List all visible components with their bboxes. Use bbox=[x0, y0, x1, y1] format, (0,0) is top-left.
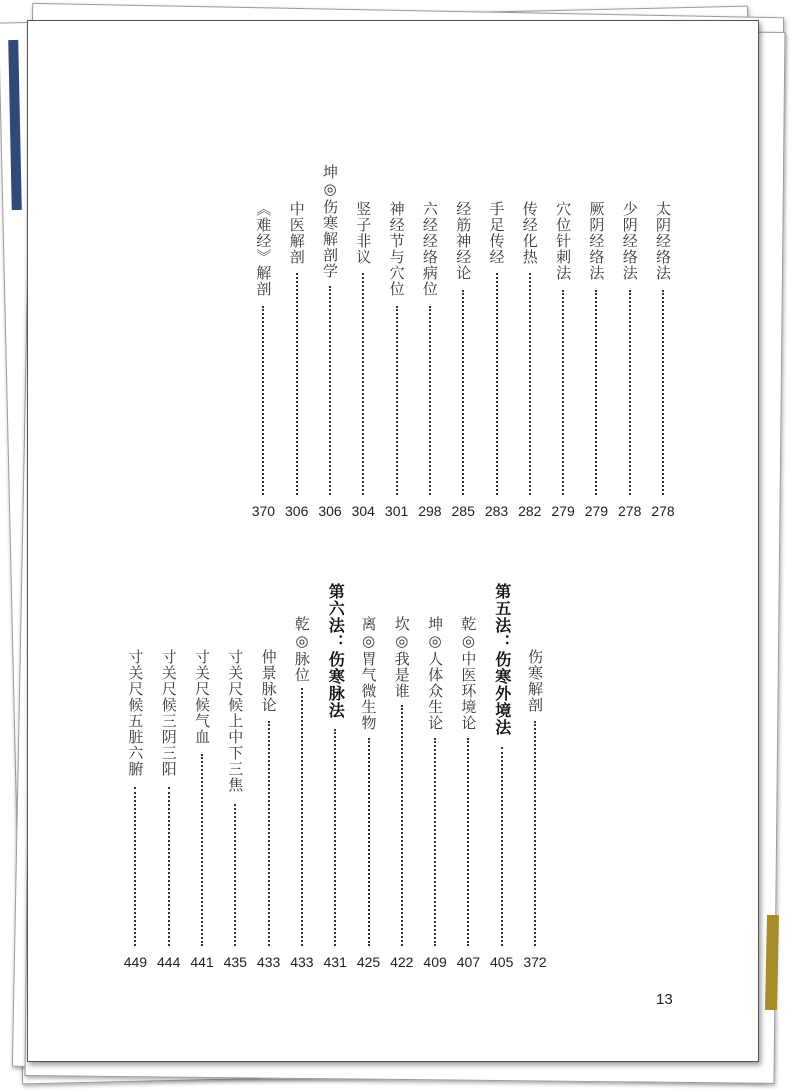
toc-entry-title: 太阴经络法 bbox=[654, 201, 672, 281]
toc-entry-title: 传经化热 bbox=[520, 201, 539, 265]
toc-entry-title: 穴位针刺法 bbox=[554, 201, 573, 281]
leader-dots bbox=[134, 787, 136, 946]
toc-entry bbox=[123, 21, 147, 981]
toc-entry-title: 《难经》解剖 bbox=[254, 201, 273, 297]
toc-page bbox=[27, 20, 759, 1062]
toc-entry-title: 寸关尺候气血 bbox=[193, 649, 211, 745]
toc-entry-title: 经筋神经论 bbox=[454, 201, 473, 281]
toc-entry bbox=[290, 21, 314, 981]
toc-entry-title: 坎◎我是谁 bbox=[392, 616, 411, 699]
toc-entry-title: 坤◎伤寒解剖学 bbox=[321, 164, 339, 279]
toc-entry bbox=[523, 21, 547, 981]
toc-entry bbox=[423, 21, 447, 981]
toc-entry-page: 435 bbox=[223, 954, 247, 970]
toc-entry-page: 298 bbox=[418, 503, 442, 519]
toc-entry-title: 第五法：伤寒外境法 bbox=[492, 583, 512, 736]
toc-entry-page: 278 bbox=[651, 503, 675, 519]
toc-entry-page: 431 bbox=[323, 954, 347, 970]
toc-entry bbox=[584, 21, 608, 541]
leader-dots bbox=[334, 729, 336, 946]
toc-entry bbox=[456, 21, 480, 981]
toc-entry-page: 433 bbox=[256, 954, 281, 970]
toc-entry-page: 422 bbox=[390, 954, 414, 970]
toc-entry-title: 寸关尺候上中下三焦 bbox=[226, 649, 245, 793]
toc-entry-title: 离◎胃气微生物 bbox=[359, 616, 378, 731]
toc-entry-title: 厥阴经络法 bbox=[587, 201, 606, 281]
toc-entry-page: 279 bbox=[551, 503, 575, 519]
toc-entry bbox=[651, 21, 675, 541]
toc-entry-title: 少阴经络法 bbox=[620, 201, 639, 281]
toc-entry-title: 手足传经 bbox=[487, 201, 506, 265]
toc-entry-title: 仲景脉论 bbox=[259, 649, 278, 713]
leader-dots bbox=[268, 721, 270, 946]
toc-entry-page: 283 bbox=[484, 503, 509, 519]
toc-entry bbox=[618, 21, 642, 541]
leader-dots bbox=[562, 290, 564, 496]
toc-entry-title: 中医解剖 bbox=[287, 201, 306, 265]
toc-entry-title: 坤◎人体众生论 bbox=[426, 616, 445, 731]
toc-entry-page: 278 bbox=[618, 503, 642, 519]
leader-dots bbox=[368, 738, 370, 947]
toc-entry bbox=[223, 21, 247, 981]
toc-entry bbox=[157, 21, 181, 981]
toc-entry-title: 神经节与穴位 bbox=[387, 201, 406, 297]
toc-entry-page: 306 bbox=[318, 503, 342, 519]
toc-entry-page: 433 bbox=[290, 954, 314, 970]
toc-entry-title: 寸关尺候五脏六腑 bbox=[126, 649, 145, 777]
toc-entry-page: 425 bbox=[356, 954, 381, 970]
leader-dots bbox=[467, 738, 469, 947]
toc-entry-page: 301 bbox=[384, 503, 409, 519]
toc-entry-page: 279 bbox=[584, 503, 609, 519]
toc-entry-page: 405 bbox=[490, 954, 514, 970]
toc-entry-page: 409 bbox=[423, 954, 447, 970]
leader-dots bbox=[629, 290, 631, 496]
leader-dots bbox=[595, 290, 597, 496]
toc-entry-page: 306 bbox=[285, 503, 309, 519]
leader-dots bbox=[534, 721, 536, 946]
toc-entry-page: 282 bbox=[518, 503, 542, 519]
leader-dots bbox=[234, 804, 236, 947]
toc-entry-title: 六经经络病位 bbox=[420, 201, 439, 297]
toc-entry bbox=[190, 21, 214, 981]
leader-dots bbox=[662, 290, 664, 496]
toc-entry-page: 441 bbox=[190, 954, 214, 970]
toc-entry bbox=[551, 21, 575, 541]
page-number: 13 bbox=[656, 991, 673, 1008]
toc-entry-page: 449 bbox=[123, 954, 148, 970]
leader-dots bbox=[501, 747, 503, 947]
leader-dots bbox=[434, 738, 436, 947]
toc-entry bbox=[490, 21, 514, 981]
toc-entry-title: 乾◎中医环境论 bbox=[459, 616, 478, 731]
toc-entry-title: 竖子非议 bbox=[354, 201, 373, 265]
cover-edge-gold bbox=[765, 915, 779, 1010]
toc-entry-title: 乾◎脉位 bbox=[292, 616, 311, 683]
leader-dots bbox=[401, 705, 403, 947]
toc-entry-title: 第六法：伤寒脉法 bbox=[326, 583, 346, 719]
toc-entry-page: 304 bbox=[351, 503, 375, 519]
toc-entry-page: 370 bbox=[251, 503, 276, 519]
toc-entry bbox=[390, 21, 414, 981]
leader-dots bbox=[301, 688, 303, 946]
toc-entry-title: 寸关尺候三阴三阳 bbox=[159, 649, 178, 777]
toc-entry bbox=[323, 21, 347, 981]
leader-dots bbox=[168, 787, 170, 946]
toc-entry-page: 285 bbox=[451, 503, 475, 519]
toc-entry-title: 伤寒解剖 bbox=[526, 649, 544, 713]
toc-entry-page: 372 bbox=[523, 954, 547, 970]
leader-dots bbox=[201, 754, 203, 946]
toc-entry-page: 407 bbox=[456, 954, 481, 970]
toc-entry bbox=[357, 21, 381, 981]
toc-entry-page: 444 bbox=[157, 954, 181, 970]
toc-entry bbox=[257, 21, 281, 981]
